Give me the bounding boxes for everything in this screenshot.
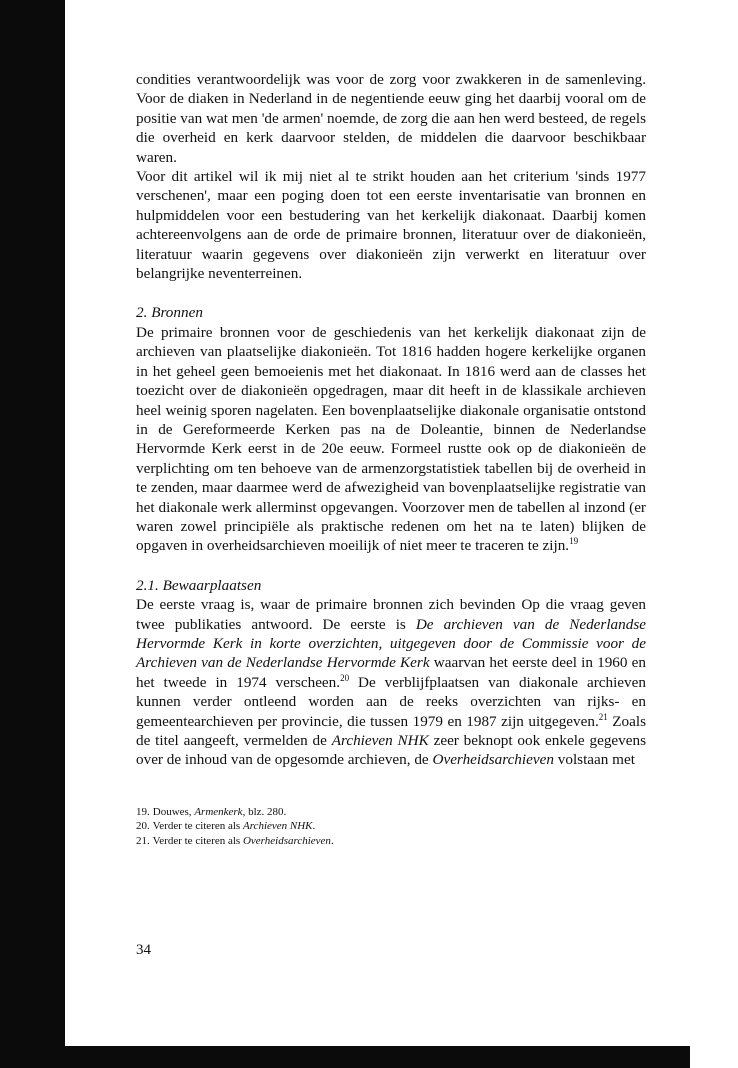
text-run: De eerste vraag is, waar de primaire bronnen zich bevinden Op die vraag geven twee publikaties antwoord. De eerste is [136, 596, 646, 633]
footnote-21 [136, 834, 646, 849]
section-heading-bewaarplaatsen: 2.1. Bewaarplaatsen [136, 576, 262, 594]
footnote-text: Verder te citeren als [152, 834, 243, 847]
page-body [136, 70, 646, 848]
scan-border-bottom [0, 1046, 690, 1068]
footnote-ref-20: 20 [340, 672, 350, 683]
footnotes [136, 805, 646, 849]
footnote-number: 21. [136, 834, 150, 847]
publication-title-overheidsarchieven: Overheidsarchieven [432, 751, 554, 769]
footnote-text: Verder te citeren als [152, 820, 243, 833]
text-run: zeer beknopt ook enkele gegevens over de inhoud van de opgesomde archieven, de [136, 732, 646, 769]
footnote-title: Overheidsarchieven [242, 834, 331, 847]
footnote-number: 19. [136, 805, 150, 818]
footnote-text: Douwes, [152, 805, 195, 818]
section-bronnen-paragraph [136, 323, 646, 556]
footnote-title: Archieven NHK [242, 820, 313, 833]
page-number: 34 [136, 942, 151, 958]
footnote-20 [136, 819, 646, 834]
footnote-ref-21: 21 [598, 711, 608, 722]
intro-paragraph-1: condities verantwoordelijk was voor de zorg voor zwakkeren in de samenleving. Voor de diaken in Nederland in de negentiende eeuw ging het daarbij vooral om de positie van wat men 'de armen' noemde, de zorg die aan hen werd besteed, de regels die overheid en kerk daarvoor stelden, de middelen die daarvoor beschikbaar waren. [136, 71, 646, 166]
section-bewaarplaatsen-paragraph [136, 595, 646, 770]
text-run: De verblijfplaatsen van diakonale archieven kunnen verder ontleend worden aan de reeks overzichten van rijks- en gemeentearchieven per provincie, die tussen 1979 en 1987 zijn uitgegeven. [136, 673, 646, 730]
intro-paragraph-2: Voor dit artikel wil ik mij niet al te strikt houden aan het criterium 'sinds 1977 verschenen', maar een poging doen tot een eerste inventarisatie van bronnen en hulpmiddelen voor een bestudering van het kerkelijk diakonaat. Daarbij komen achtereenvolgens aan de orde de primaire bronnen, literatuur over de diakonieën, literatuur waarin gegevens over diakonieën zijn verwerkt en literatuur over belangrijke neventerreinen. [136, 168, 646, 283]
footnote-19 [136, 805, 646, 820]
footnote-number: 20. [136, 820, 150, 833]
footnote-title: Armenkerk [194, 805, 243, 818]
publication-title-short: Archieven NHK [331, 732, 429, 749]
publication-title-archieven-nhk: De archieven van de Nederlandse Hervormde Kerk in korte overzichten, uitgegeven door de Commissie voor de Archieven van de Nederlandse Hervormde Kerk [136, 615, 646, 672]
bronnen-text: De primaire bronnen voor de geschiedenis van het kerkelijk diakonaat zijn de archieven van plaatselijke diakonieën. Tot 1816 hadden hogere kerkelijke organen in het geheel geen bemoeienis met het diakonaat. In 1816 werd aan de classes het toezicht over de diakonieën opgedragen, maar dit heeft in de klassikale archieven heel weinig sporen nagelaten. Een bovenplaatselijke diakonale organisatie ontstond in de Gereformeerde Kerken pas na de Doleantie, binnen de Nederlandse Hervormde Kerk eerst in de 20e eeuw. Formeel rustte ook op de diakonieën de verplichting om ten behoeve van de armenzorgstatistiek tabellen bij de overheid in te zenden, maar daarmee werd de afwezigheid van bovenplaatselijke registratie van het diakonale werk allerminst opgevangen. Voorzover men de tabellen al inzond (er waren zowel principiële als praktische redenen om het na te laten) blijken de opgaven in overheidsarchieven moeilijk of niet meer te traceren te zijn. [136, 323, 646, 555]
footnote-text: , blz. 280. [242, 805, 287, 818]
text-run: waarvan het eerste deel in 1960 en het tweede in 1974 verscheen. [136, 654, 646, 691]
text-run: volstaan met [553, 751, 635, 769]
footnote-ref-19: 19 [569, 536, 579, 547]
footnote-text: . [330, 834, 334, 847]
section-heading-bronnen: 2. Bronnen [136, 304, 203, 322]
footnote-text: . [312, 820, 316, 833]
scan-border-left [0, 0, 65, 1068]
text-run: Zoals de titel aangeeft, vermelden de [136, 712, 646, 749]
